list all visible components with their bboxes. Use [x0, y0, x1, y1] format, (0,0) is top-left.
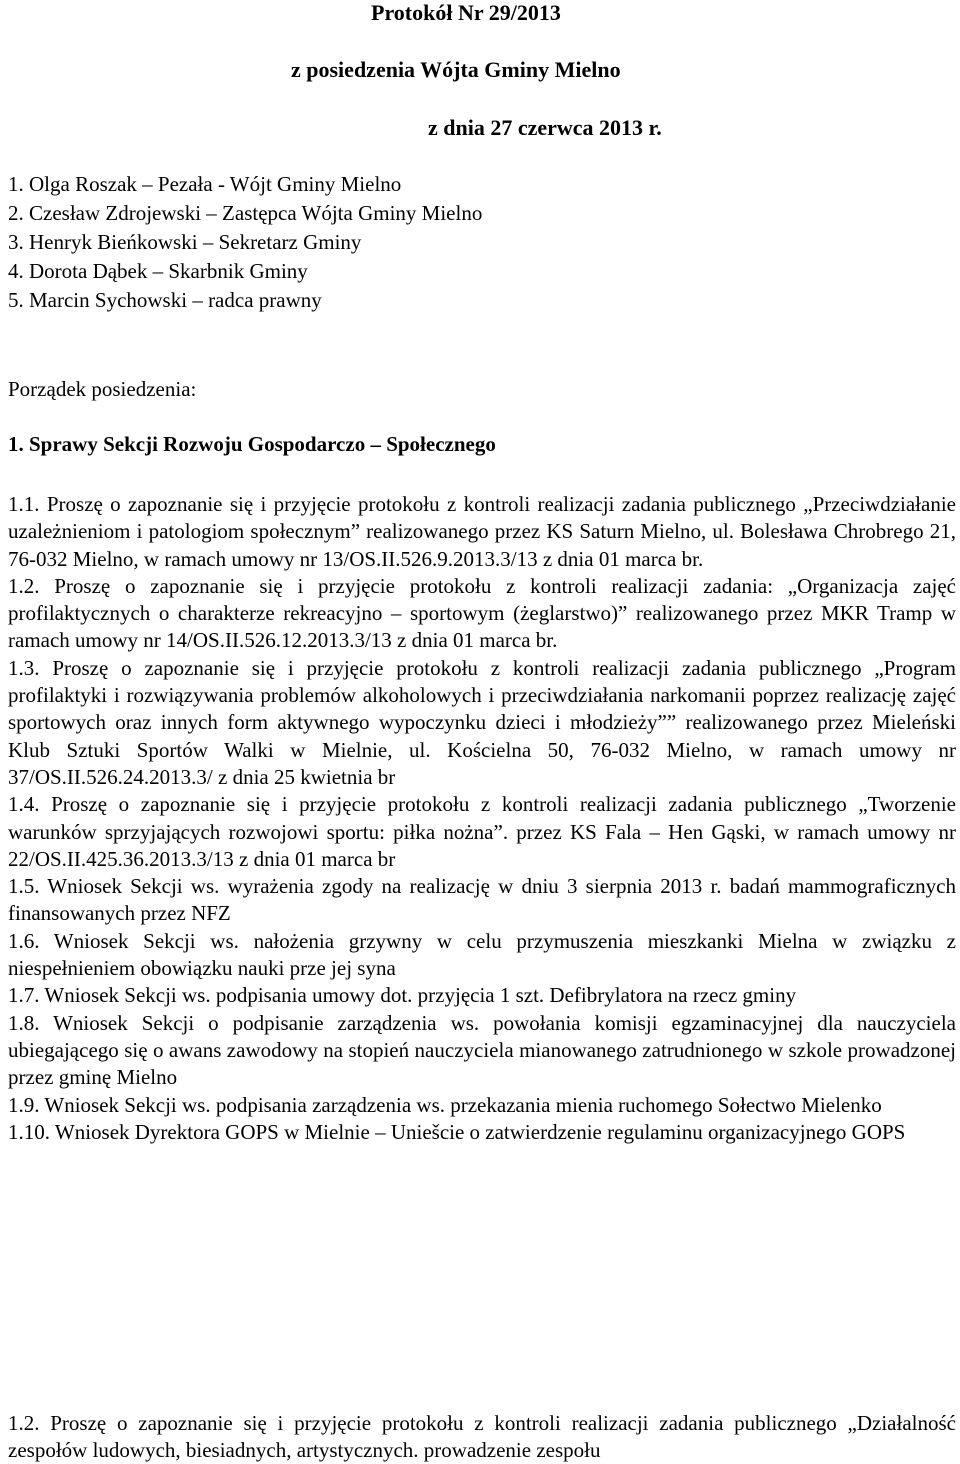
attendee-item: 1. Olga Roszak – Pezała - Wójt Gminy Mielno — [8, 172, 402, 196]
agenda-item: 1.4. Proszę o zapoznanie się i przyjęcie protokołu z kontroli realizacji zadania publicznego „Tworzenie warunków sprzyjających rozwojowi sportu: piłka nożna”. przez KS Fala – Hen Gąski, w ramach umowy nr 22/OS.II.425.36.2013.3/13 z dnia 01 marca br — [8, 792, 956, 871]
section-title: 1. Sprawy Sekcji Rozwoju Gospodarczo – Społecznego — [8, 432, 496, 456]
agenda-item: 1.2. Proszę o zapoznanie się i przyjęcie protokołu z kontroli realizacji zadania: „Organizacja zajęć profilaktycznych o charakterze rekreacyjno – sportowym (żeglarstwo)” realizowanego przez MKR Tramp w ramach umowy nr 14/OS.II.526.12.2013.3/13 z dnia 01 marca br. — [8, 573, 956, 653]
attendee-item: 2. Czesław Zdrojewski – Zastępca Wójta Gminy Mielno — [8, 201, 483, 225]
agenda-item: 1.6. Wniosek Sekcji ws. nałożenia grzywny w celu przymuszenia mieszkanki Mielna w związku z niespełnieniem obowiązku nauki prze jej syna — [8, 928, 956, 981]
agenda-label: Porządek posiedzenia: — [8, 377, 197, 401]
agenda-item: 1.1. Proszę o zapoznanie się i przyjęcie protokołu z kontroli realizacji zadania publicznego „Przeciwdziałanie uzależnieniom i patologiom społecznym” realizowanego przez KS Saturn Mielno, ul. Bolesława Chrobrego 21, 76-032 Mielno, w ramach umowy nr 13/OS.II.526.9.2013.3/13 z dnia 01 marca br. — [8, 492, 956, 571]
agenda-item: 1.9. Wniosek Sekcji ws. podpisania zarządzenia ws. przekazania mienia ruchomego Sołectwo Mielenko — [8, 1092, 882, 1117]
attendee-item: 3. Henryk Bieńkowski – Sekretarz Gminy — [8, 230, 362, 254]
attendee-item: 5. Marcin Sychowski – radca prawny — [8, 288, 322, 312]
attendee-item: 4. Dorota Dąbek – Skarbnik Gminy — [8, 259, 308, 283]
agenda-item: 1.7. Wniosek Sekcji ws. podpisania umowy dot. przyjęcia 1 szt. Defibrylatora na rzecz gminy — [8, 983, 797, 1008]
protocol-title: Protokół Nr 29/2013 — [371, 0, 561, 25]
agenda-item: 1.10. Wniosek Dyrektora GOPS w Mielnie – Uniešcie o zatwierdzenie regulaminu organizacyjnego GOPS — [8, 1119, 906, 1144]
agenda-items — [8, 491, 956, 1146]
agenda-item: 1.8. Wniosek Sekcji o podpisanie zarządzenia ws. powołania komisji egzaminacyjnej dla nauczyciela ubiegającego się o awans zawodowy na stopień nauczyciela mianowanego zatrudnionego w szkole prowadzonej przez gminę Mielno — [8, 1010, 956, 1090]
attendees-list — [8, 170, 482, 315]
agenda-item: 1.3. Proszę o zapoznanie się i przyjęcie protokołu z kontroli realizacji zadania publicznego „Program profilaktyki i rozwiązywania problemów alkoholowych i przeciwdziałania narkomanii poprzez realizację zajęć sportowych oraz innych form aktywnego wypoczynku dzieci i młodzieży”” realizowanego przez Mieleński Klub Sztuki Sportów Walki w Mielnie, ul. Kościelna 50, 76-032 Mielno, w ramach umowy nr 37/OS.II.526.24.2013.3/ z dnia 25 kwietnia br — [8, 655, 956, 789]
meeting-date: z dnia 27 czerwca 2013 r. — [428, 115, 662, 140]
agenda-item-continued: 1.2. Proszę o zapoznanie się i przyjęcie protokołu z kontroli realizacji zadania publicznego „Działalność zespołów ludowych, biesiadnych, artystycznych. prowadzenie zespołu — [8, 1411, 956, 1462]
agenda-item: 1.5. Wniosek Sekcji ws. wyrażenia zgody na realizację w dniu 3 sierpnia 2013 r. badań mammograficznych finansowanych przez NFZ — [8, 874, 956, 926]
meeting-subtitle: z posiedzenia Wójta Gminy Mielno — [291, 57, 621, 82]
